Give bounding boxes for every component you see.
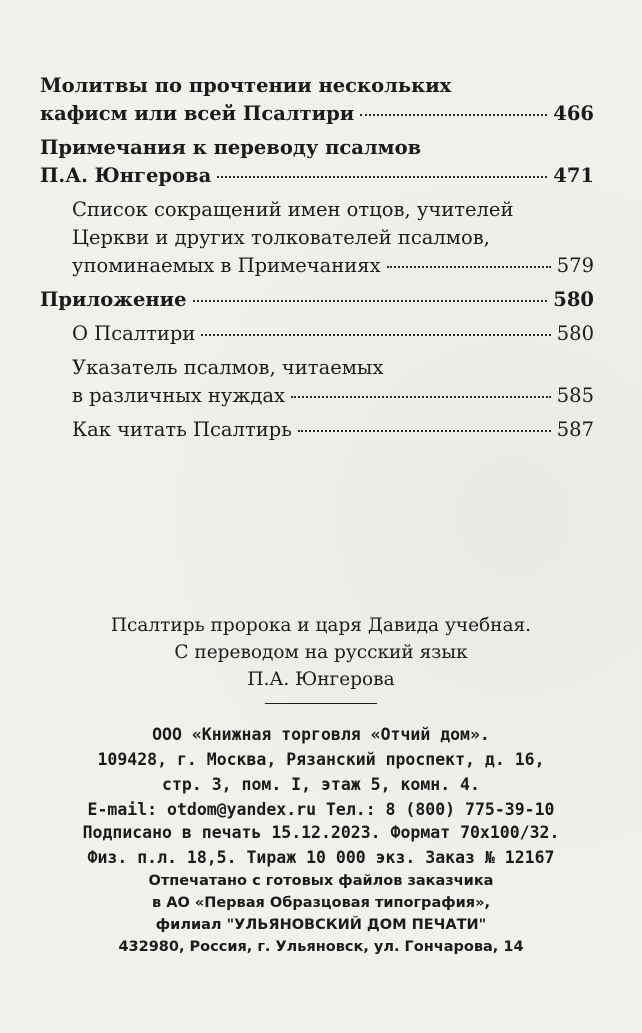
- toc-line: [40, 354, 594, 382]
- toc-line: [40, 196, 594, 224]
- toc-entry-about-psalter: [40, 320, 594, 348]
- toc-page-number: 579: [556, 254, 594, 277]
- signing-line: Физ. п.л. 18,5. Тираж 10 000 экз. Заказ № 12167: [87, 848, 555, 867]
- dot-leader: [360, 114, 547, 116]
- imprint-title-line: С переводом на русский язык: [174, 642, 468, 663]
- toc-page-number: 587: [556, 418, 594, 441]
- toc-entry-text: Церкви и других толкователей псалмов,: [72, 226, 490, 249]
- signing-line: Подписано в печать 15.12.2023. Формат 70х100/32.: [82, 823, 560, 842]
- dot-leader: [193, 300, 548, 302]
- toc-line: [40, 252, 594, 280]
- toc-entry-text: Указатель псалмов, читаемых: [72, 356, 384, 379]
- publisher-info: [0, 722, 642, 822]
- toc-entry-text: Список сокращений имен отцов, учителей: [72, 198, 514, 221]
- printing-line: Отпечатано с готовых файлов заказчика: [148, 873, 494, 889]
- toc-line: [40, 320, 594, 348]
- publisher-line: стр. 3, пом. I, этаж 5, комн. 4.: [162, 775, 480, 794]
- toc-entry-how-to-read: [40, 416, 594, 444]
- toc-entry-text: П.А. Юнгерова: [40, 164, 212, 187]
- dot-leader: [387, 266, 551, 268]
- toc-entry-text: в различных нуждах: [72, 384, 285, 407]
- printing-line: филиал "УЛЬЯНОВСКИЙ ДОМ ПЕЧАТИ": [155, 917, 487, 933]
- toc-page-number: 466: [553, 102, 594, 125]
- print-signing-info: [0, 820, 642, 870]
- divider-rule: [265, 703, 377, 704]
- toc-entry-psalm-index: [40, 354, 594, 410]
- toc-line: [40, 416, 594, 444]
- toc-page-number: 585: [556, 384, 594, 407]
- toc-entry-text: О Псалтири: [72, 322, 196, 345]
- printing-house-info: [0, 870, 642, 958]
- toc-page-number: 580: [556, 322, 594, 345]
- toc-line: [40, 382, 594, 410]
- dot-leader: [201, 334, 550, 336]
- publisher-line: ООО «Книжная торговля «Отчий дом».: [152, 725, 490, 744]
- toc-entry-text: Как читать Псалтирь: [72, 418, 292, 441]
- toc-entry-text: Молитвы по прочтении нескольких: [40, 74, 452, 97]
- dot-leader: [217, 176, 547, 178]
- toc-entry-abbreviations: [40, 196, 594, 280]
- printing-line: в АО «Первая Образцовая типография»,: [152, 895, 490, 911]
- toc-line: [40, 224, 594, 252]
- toc-entry-text: упоминаемых в Примечаниях: [72, 254, 381, 277]
- toc-line: [40, 134, 594, 162]
- printing-line: 432980, Россия, г. Ульяновск, ул. Гончарова, 14: [118, 939, 524, 955]
- dot-leader: [298, 430, 551, 432]
- toc-entry-text: кафисм или всей Псалтири: [40, 102, 355, 125]
- toc-page-number: 471: [553, 164, 594, 187]
- toc-line: [40, 100, 594, 128]
- toc-entry-prayers: [40, 72, 594, 128]
- imprint-title-line: Псалтирь пророка и царя Давида учебная.: [110, 615, 532, 636]
- publisher-line: E-mail: otdom@yandex.ru Тел.: 8 (800) 775-39-10: [87, 800, 555, 819]
- toc-line: [40, 72, 594, 100]
- toc-entry-text: Приложение: [40, 288, 187, 311]
- imprint-title-line: П.А. Юнгерова: [247, 669, 395, 690]
- toc-line: [40, 162, 594, 190]
- toc-entry-text: Примечания к переводу псалмов: [40, 136, 422, 159]
- table-of-contents: [40, 72, 594, 444]
- dot-leader: [291, 396, 551, 398]
- publisher-line: 109428, г. Москва, Рязанский проспект, д. 16,: [97, 750, 545, 769]
- toc-page-number: 580: [553, 288, 594, 311]
- toc-line: [40, 286, 594, 314]
- imprint-title: [0, 612, 642, 716]
- toc-entry-appendix: [40, 286, 594, 314]
- toc-entry-notes: [40, 134, 594, 190]
